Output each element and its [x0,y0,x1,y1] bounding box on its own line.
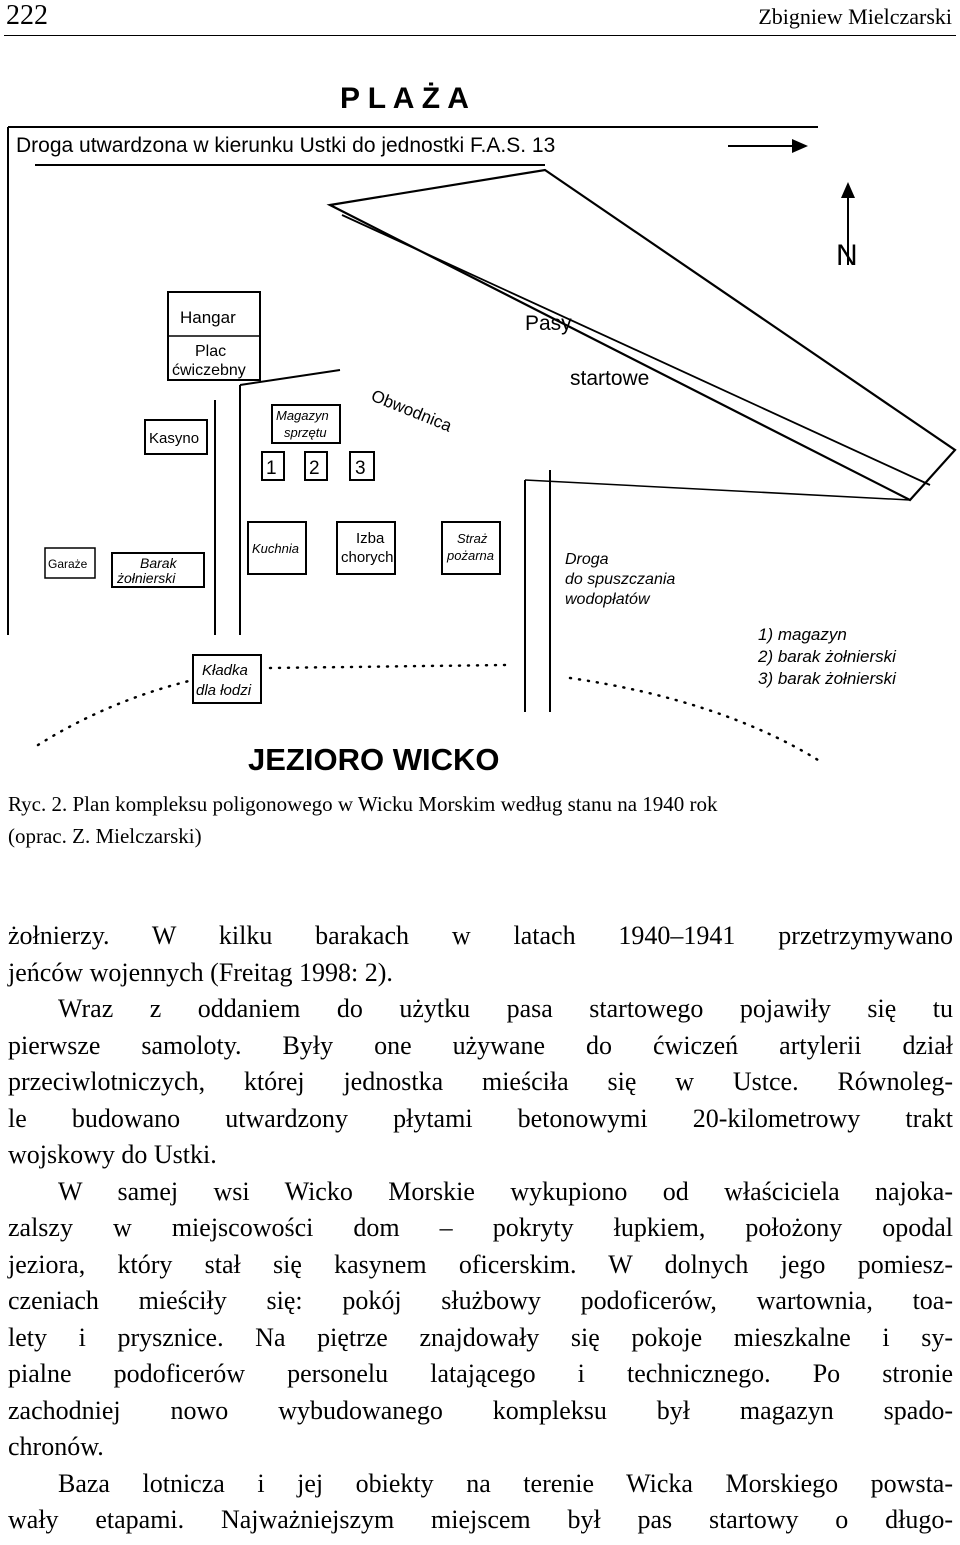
kitchen-label: Kuchnia [252,541,299,556]
beach-title: P L A Ż A [340,82,469,115]
body-line: zalszy w miejscowości dom – pokryty łupkiem, położony opodal [8,1213,953,1242]
body-line: W samej wsi Wicko Morskie wykupiono od właściciela najoka- [58,1176,953,1206]
legend-item-3: 3) barak żołnierski [758,669,896,688]
body-line: czeniach mieściły się: pokój służbowy podoficerów, wartownia, toa- [8,1286,953,1315]
sick-bay-label-2: chorych [341,549,394,566]
boat-pier-label-2: dla łodzi [196,682,252,699]
body-line: wały etapami. Najważniejszym miejscem był pas startowy o długo- [8,1505,953,1534]
body-line: le budowano utwardzony płytami betonowymi 20-kilometrowy trakt [8,1103,953,1133]
body-text [8,918,953,1539]
header-rule [4,35,956,36]
ring-road-edge [525,480,910,500]
body-line: chronów. [8,1432,104,1461]
east-arrow-icon [792,139,808,153]
kasyno-label: Kasyno [149,430,200,447]
barracks-label-2: żołnierski [117,570,176,586]
shoreline-center [270,665,505,668]
building-1-label: 1 [266,458,277,479]
site-plan-map [0,40,960,780]
body-line: pialne podoficerów personelu latającego i technicznego. Po stronie [8,1359,953,1388]
building-2-label: 2 [309,458,320,479]
body-line: lety i prysznice. Na piętrze znajdowały się pokoje mieszkalne i sy- [8,1322,953,1352]
garages-label: Garaże [48,557,88,571]
seaplane-road-label-3: wodopłatów [565,591,650,608]
plac-label-2: ćwiczebny [172,362,246,379]
body-line: zachodniej nowo wybudowanego kompleksu był magazyn spado- [8,1395,953,1425]
running-head: Zbigniew Mielczarski [758,4,952,29]
site-plan-figure [0,40,960,780]
body-line: wojskowy do Ustki. [8,1140,217,1169]
caption-line-2: (oprac. Z. Mielczarski) [8,824,202,848]
lake-label: JEZIORO WICKO [248,742,500,777]
page-number: 222 [6,0,48,31]
fire-station-label-1: Straż [457,531,488,546]
equipment-store-label-2: sprzętu [284,425,327,440]
legend-item-2: 2) barak żołnierski [758,647,896,666]
ring-road-label: Obwodnica [368,386,455,436]
plac-label-1: Plac [195,343,227,360]
seaplane-road-label-1: Droga [565,551,609,568]
runway-label-2: startowe [570,367,650,390]
boat-pier-label-1: Kładka [202,662,248,679]
shoreline-west [38,680,193,745]
body-line: pierwsze samoloty. Były one używane do ćwiczeń artylerii dział [8,1030,953,1060]
building-3-label: 3 [355,458,366,479]
runway-outline [330,170,955,500]
body-line: żołnierzy. W kilku barakach w latach 1940–1941 przetrzymywano [8,921,953,950]
figure-caption [8,788,953,852]
fire-station-label-2: pożarna [447,548,494,563]
legend-item-1: 1) magazyn [758,625,847,644]
body-line: jeziora, który stał się kasynem oficerskim. W dolnych jego pomiesz- [8,1249,953,1279]
body-line: jeńców wojennych (Freitag 1998: 2). [8,957,393,987]
body-line: przeciwlotniczych, której jednostka mieściła się w Ustce. Równoleg- [8,1067,953,1096]
sick-bay-label-1: Izba [356,530,385,547]
hangar-label: Hangar [180,308,236,327]
page-header [0,0,960,36]
shoreline-east [570,678,818,760]
body-line: Wraz z oddaniem do użytku pasa startowego pojawiły się tu [58,994,953,1023]
north-arrow-icon [841,182,855,198]
road-label: Droga utwardzona w kierunku Ustki do jednostki F.A.S. 13 [16,134,556,157]
runway-label-1: Pasy [525,312,572,335]
seaplane-road-label-2: do spuszczania [565,571,676,588]
equipment-store-label-1: Magazyn [276,408,329,423]
body-line: Baza lotnicza i jej obiekty na terenie Wicka Morskiego powsta- [58,1468,953,1498]
caption-line-1: Ryc. 2. Plan kompleksu poligonowego w Wicku Morskim według stanu na 1940 rok [8,792,718,816]
barracks-label-1: Barak [140,555,177,571]
north-label: N [836,239,858,272]
